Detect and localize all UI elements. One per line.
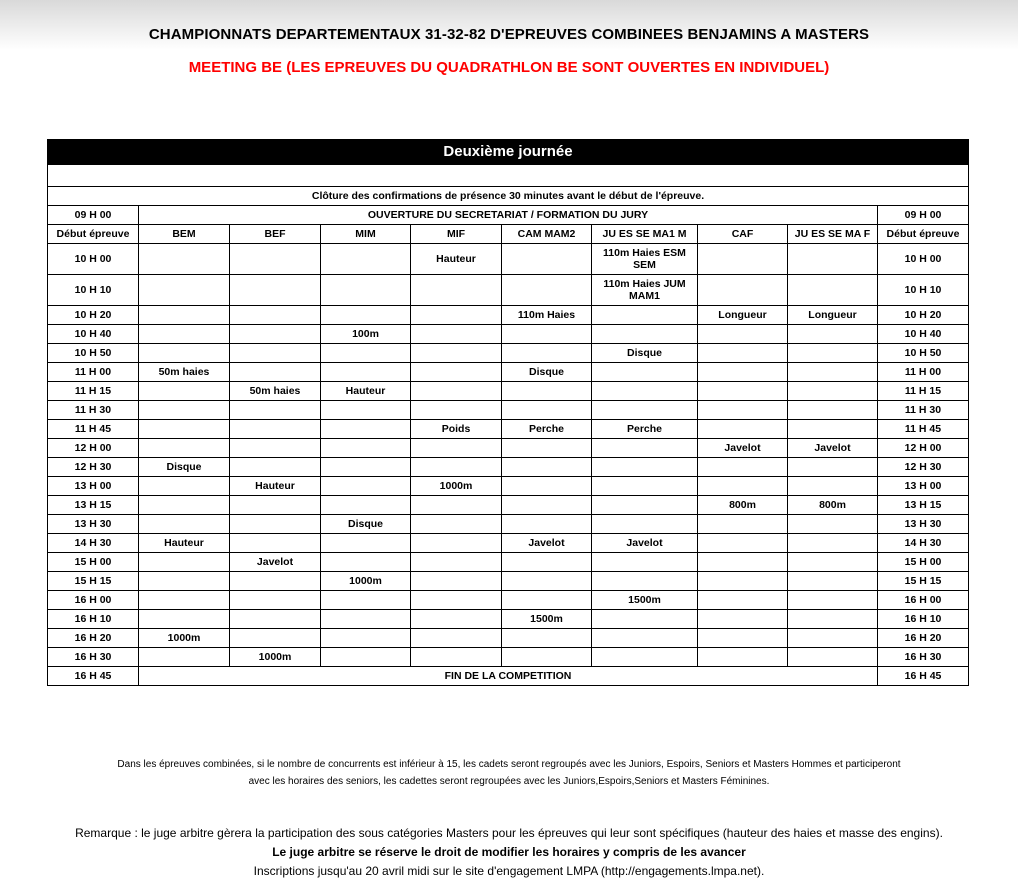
event-cell: 1000m [139,629,230,648]
time-cell: 15 H 15 [48,572,139,591]
event-cell [139,401,230,420]
event-cell [411,401,502,420]
event-cell [411,629,502,648]
event-cell [788,477,878,496]
event-cell [592,363,698,382]
event-cell [698,420,788,439]
event-cell: 800m [788,496,878,515]
event-cell [502,458,592,477]
event-cell [230,325,321,344]
event-cell: Disque [592,344,698,363]
time-cell: 10 H 10 [48,275,139,306]
closing-time-left: 16 H 45 [48,667,139,686]
event-cell [321,244,411,275]
event-cell [592,572,698,591]
event-cell: 1000m [321,572,411,591]
event-cell [139,420,230,439]
event-cell [502,325,592,344]
event-cell [502,382,592,401]
time-cell: 13 H 30 [48,515,139,534]
event-cell [139,306,230,325]
schedule-row [48,496,969,515]
column-header: BEM [139,225,230,244]
event-cell [592,439,698,458]
event-cell [788,553,878,572]
event-cell [592,496,698,515]
event-cell [592,477,698,496]
event-cell [698,629,788,648]
event-cell [321,553,411,572]
event-cell: Perche [502,420,592,439]
event-cell [230,496,321,515]
day-title-band: Deuxième journée [48,140,969,165]
event-cell [230,344,321,363]
event-cell [698,572,788,591]
time-cell: 12 H 30 [878,458,969,477]
time-cell: 12 H 00 [878,439,969,458]
time-cell: 13 H 15 [878,496,969,515]
schedule-row [48,610,969,629]
event-cell [411,591,502,610]
time-cell: 11 H 00 [48,363,139,382]
event-cell [788,648,878,667]
event-cell [592,382,698,401]
schedule-row [48,515,969,534]
event-cell [502,401,592,420]
schedule-table [47,139,969,686]
time-cell: 10 H 20 [48,306,139,325]
event-cell [788,244,878,275]
event-cell [502,591,592,610]
closing-label: FIN DE LA COMPETITION [139,667,878,686]
schedule-row [48,591,969,610]
event-cell [321,458,411,477]
event-cell: Longueur [698,306,788,325]
event-cell [139,382,230,401]
event-cell [321,610,411,629]
time-cell: 10 H 00 [878,244,969,275]
event-cell [321,401,411,420]
event-cell [502,515,592,534]
event-cell [788,382,878,401]
event-cell [788,572,878,591]
schedule-row [48,363,969,382]
event-cell [698,610,788,629]
time-cell: 16 H 10 [878,610,969,629]
event-cell: 50m haies [230,382,321,401]
event-cell [139,325,230,344]
event-cell [230,572,321,591]
event-cell [411,534,502,553]
event-cell: 1500m [502,610,592,629]
event-cell [230,439,321,458]
schedule-row [48,648,969,667]
opening-label: OUVERTURE DU SECRETARIAT / FORMATION DU JURY [139,206,878,225]
event-cell [411,515,502,534]
event-cell: 1000m [230,648,321,667]
event-cell [230,458,321,477]
event-cell [139,572,230,591]
event-cell: Disque [321,515,411,534]
time-cell: 13 H 30 [878,515,969,534]
event-cell [411,382,502,401]
event-cell [321,534,411,553]
event-cell: 800m [698,496,788,515]
event-cell [698,244,788,275]
event-cell [321,363,411,382]
time-cell: 16 H 30 [878,648,969,667]
event-cell [230,610,321,629]
event-cell [139,439,230,458]
event-cell [321,344,411,363]
time-cell: 16 H 00 [48,591,139,610]
opening-row [48,206,969,225]
column-header: CAM MAM2 [502,225,592,244]
event-cell [321,420,411,439]
time-cell: 13 H 15 [48,496,139,515]
time-cell: 16 H 00 [878,591,969,610]
event-cell: Javelot [502,534,592,553]
event-cell [698,401,788,420]
event-cell: Hauteur [139,534,230,553]
event-cell [592,325,698,344]
time-cell: 16 H 30 [48,648,139,667]
event-cell [411,610,502,629]
event-cell: 100m [321,325,411,344]
event-cell [592,553,698,572]
time-cell: 10 H 40 [878,325,969,344]
event-cell [230,306,321,325]
event-cell: Disque [502,363,592,382]
time-cell: 11 H 15 [878,382,969,401]
event-cell [411,496,502,515]
time-cell: 16 H 10 [48,610,139,629]
column-header: BEF [230,225,321,244]
event-cell [698,553,788,572]
combined-note-line2: avec les horaires des seniors, les cadettes seront regroupées avec les Juniors,Espoirs,Seniors et Masters Féminines. [248,776,770,787]
schedule-row [48,325,969,344]
event-cell [411,363,502,382]
event-cell: Hauteur [411,244,502,275]
event-cell [321,306,411,325]
schedule-row [48,344,969,363]
schedule-row [48,477,969,496]
event-cell [788,325,878,344]
event-cell [321,477,411,496]
event-cell [502,439,592,458]
schedule-row [48,629,969,648]
spacer-row [48,165,969,187]
event-cell: Longueur [788,306,878,325]
event-cell [411,439,502,458]
footer-notes [0,824,1018,881]
event-cell [411,275,502,306]
event-cell [321,629,411,648]
event-cell [411,325,502,344]
closing-row [48,667,969,686]
event-cell [592,515,698,534]
time-cell: 12 H 00 [48,439,139,458]
event-cell [698,325,788,344]
event-cell [698,591,788,610]
event-cell: Javelot [788,439,878,458]
schedule-row [48,458,969,477]
event-cell [230,515,321,534]
event-cell [411,458,502,477]
event-cell [139,648,230,667]
closure-note: Clôture des confirmations de présence 30 minutes avant le début de l'épreuve. [48,187,969,206]
schedule-row [48,534,969,553]
time-cell: 10 H 00 [48,244,139,275]
event-cell [230,244,321,275]
event-cell [139,591,230,610]
schedule-row [48,420,969,439]
event-cell [230,363,321,382]
event-cell [592,458,698,477]
time-cell: 11 H 30 [878,401,969,420]
event-cell: Javelot [592,534,698,553]
event-cell [230,275,321,306]
event-cell [321,591,411,610]
event-cell: 110m Haies [502,306,592,325]
event-cell [139,344,230,363]
event-cell [139,553,230,572]
page-title: CHAMPIONNATS DEPARTEMENTAUX 31-32-82 D'EPREUVES COMBINEES BENJAMINS A MASTERS [148,26,870,43]
event-cell: Perche [592,420,698,439]
time-cell: 10 H 20 [878,306,969,325]
time-cell: 16 H 20 [48,629,139,648]
time-cell: 15 H 00 [878,553,969,572]
event-cell [502,648,592,667]
event-cell: 50m haies [139,363,230,382]
page-subtitle: MEETING BE (LES EPREUVES DU QUADRATHLON BE SONT OUVERTES EN INDIVIDUEL) [188,59,830,76]
event-cell [788,363,878,382]
event-cell [139,496,230,515]
column-header: Début épreuve [48,225,139,244]
event-cell [139,515,230,534]
event-cell [592,629,698,648]
time-cell: 11 H 30 [48,401,139,420]
event-cell: 1000m [411,477,502,496]
event-cell [321,439,411,458]
event-cell [502,629,592,648]
event-cell [698,344,788,363]
schedule-row [48,275,969,306]
event-cell [502,553,592,572]
event-cell: Javelot [230,553,321,572]
event-cell: 1500m [592,591,698,610]
event-cell [502,496,592,515]
time-cell: 14 H 30 [878,534,969,553]
time-cell: 16 H 20 [878,629,969,648]
event-cell [230,401,321,420]
time-cell: 13 H 00 [878,477,969,496]
event-cell [698,275,788,306]
event-cell [788,401,878,420]
event-cell [788,629,878,648]
event-cell [230,420,321,439]
event-cell [592,306,698,325]
event-cell [788,534,878,553]
time-cell: 12 H 30 [48,458,139,477]
event-cell [321,496,411,515]
event-cell [788,275,878,306]
event-cell [139,244,230,275]
opening-time-left: 09 H 00 [48,206,139,225]
event-cell [502,477,592,496]
event-cell [502,572,592,591]
column-header: MIF [411,225,502,244]
event-cell [788,610,878,629]
registration-note: Inscriptions jusqu'au 20 avril midi sur le site d'engagement LMPA (http://engagements.lmpa.net). [253,864,765,878]
opening-time-right: 09 H 00 [878,206,969,225]
event-cell [502,275,592,306]
schedule-row [48,553,969,572]
event-cell [698,477,788,496]
event-cell [592,648,698,667]
column-header: CAF [698,225,788,244]
event-cell [788,458,878,477]
event-cell [698,648,788,667]
referee-rights-note: Le juge arbitre se réserve le droit de modifier les horaires y compris de les avancer [272,845,746,859]
schedule-row [48,572,969,591]
time-cell: 13 H 00 [48,477,139,496]
column-header: MIM [321,225,411,244]
event-cell [411,572,502,591]
event-cell [411,306,502,325]
event-cell: Hauteur [230,477,321,496]
column-header: JU ES SE MA1 M [592,225,698,244]
schedule-row [48,401,969,420]
time-cell: 10 H 50 [48,344,139,363]
event-cell [139,477,230,496]
closing-time-right: 16 H 45 [878,667,969,686]
event-cell [411,648,502,667]
event-cell [592,610,698,629]
combined-events-note [0,756,1018,790]
schedule-row [48,244,969,275]
event-cell [139,610,230,629]
event-cell [788,344,878,363]
time-cell: 14 H 30 [48,534,139,553]
event-cell: Poids [411,420,502,439]
combined-note-line1: Dans les épreuves combinées, si le nombre de concurrents est inférieur à 15, les cadets seront regroupés avec les Juniors, Espoirs, Seniors et Masters Hommes et participeront [117,759,901,770]
time-cell: 15 H 00 [48,553,139,572]
time-cell: 11 H 00 [878,363,969,382]
event-cell [788,591,878,610]
event-cell [230,629,321,648]
event-cell [698,534,788,553]
schedule-row [48,306,969,325]
column-header-row [48,225,969,244]
event-cell [698,382,788,401]
event-cell [502,344,592,363]
time-cell: 10 H 40 [48,325,139,344]
event-cell [321,275,411,306]
event-cell [698,458,788,477]
event-cell [139,275,230,306]
event-cell [698,363,788,382]
event-cell: Hauteur [321,382,411,401]
event-cell: Disque [139,458,230,477]
event-cell [788,420,878,439]
time-cell: 11 H 15 [48,382,139,401]
time-cell: 15 H 15 [878,572,969,591]
event-cell [698,515,788,534]
time-cell: 10 H 50 [878,344,969,363]
event-cell [592,401,698,420]
column-header: Début épreuve [878,225,969,244]
event-cell [788,515,878,534]
time-cell: 11 H 45 [878,420,969,439]
event-cell: Javelot [698,439,788,458]
schedule-row [48,382,969,401]
remark-note: Remarque : le juge arbitre gèrera la participation des sous catégories Masters pour les épreuves qui leur sont spécifiques (hauteur des haies et masse des engins). [75,826,943,840]
event-cell [321,648,411,667]
event-cell: 110m Haies ESM SEM [592,244,698,275]
event-cell [230,591,321,610]
column-header: JU ES SE MA F [788,225,878,244]
time-cell: 11 H 45 [48,420,139,439]
event-cell [502,244,592,275]
event-cell [230,534,321,553]
event-cell [411,344,502,363]
event-cell [411,553,502,572]
schedule-row [48,439,969,458]
event-cell: 110m Haies JUM MAM1 [592,275,698,306]
time-cell: 10 H 10 [878,275,969,306]
